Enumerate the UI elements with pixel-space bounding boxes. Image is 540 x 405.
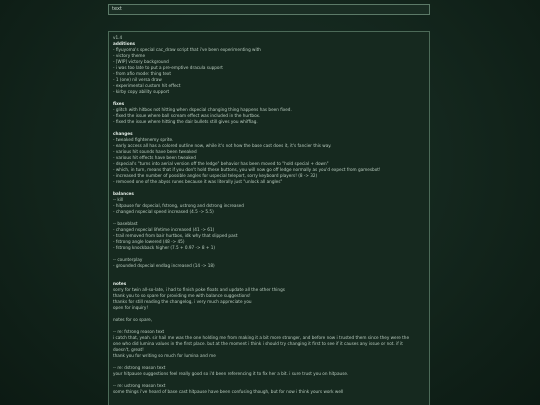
changelog-line: i catch that, yeah. sir hail me was the one holding me from making it a bit more stronger, and before now i trusted them since they were the xyxy=(113,335,410,340)
changelog-line: - fstrong angle lowered (48 -> 45) xyxy=(113,239,185,244)
changelog-line: - hitpause for dspecial, fstrong, ustrong and dstrong increased xyxy=(113,203,244,208)
changelog-line: some things i've heard of base cast hitpause have been confusing though, but for now i think yours work well xyxy=(113,389,344,394)
changelog-line: one who did lumina values in the first place. but at the moment i think i should try changing it first to see if it causes any issue or not. if it xyxy=(113,341,403,346)
changelog-line: open for inquiry! xyxy=(113,305,149,310)
changelog-line: - grounded dspecial endlag increased (14 -> 18) xyxy=(113,263,215,268)
section-heading: additions xyxy=(113,41,136,46)
changelog-line: - glitch with hitbox not hitting when dspecial changing thing happens has been fixed. xyxy=(113,107,292,112)
changelog-line: - increased the number of possible angles for uspecial teleport, sorry keyboard players! (8 -> 32) xyxy=(113,173,318,178)
changelog-line: - fixed the issue where ball scream effect was included in the hurtbox. xyxy=(113,113,261,118)
changelog-line: your hitpause suggestions feel really good so i'd been referencing it to fix her a bit. i sure trust you on hitpause. xyxy=(113,371,349,376)
changelog-line: -- re: fstrong reason text xyxy=(113,329,165,334)
changelog-line: - removed one of the abyss runes because it was literally just "unlock all angles" xyxy=(113,179,283,184)
changelog-line: - trail removed from bair hurtbox, idk why that slipped past xyxy=(113,233,238,238)
changelog-line: -- kill xyxy=(113,197,124,202)
changelog-line: - 1 (one) nil versa draw xyxy=(113,77,162,82)
changelog-line: - various hit sounds have been tweaked xyxy=(113,149,197,154)
changelog-line: - early access all has a colored outline now, while it's not how the base cast does it, it's fancier this way. xyxy=(113,143,332,148)
changelog-text-area[interactable] xyxy=(108,31,430,405)
changelog-line: thanks for still reading the changelog, i very much appreciate you xyxy=(113,299,252,304)
title-input[interactable] xyxy=(108,4,430,15)
changelog-line: - kirby copy ability support xyxy=(113,89,170,94)
changelog-line: -- counterplay xyxy=(113,257,143,262)
changelog-line: sorry for twin all-so-late, i had to finish poke floats and update all the other things xyxy=(113,287,285,292)
changelog-line: - changed nspecial lifetime increased (41 -> 61) xyxy=(113,227,215,232)
changelog-line: - experimental custom hit effect xyxy=(113,83,181,88)
changelog-line: -- re: ustrong reason text xyxy=(113,383,166,388)
title-text: text xyxy=(112,6,122,12)
section-heading: fixes xyxy=(113,101,125,106)
changelog-line: - flyuyoma's special cac_draw script that i've been experimenting with xyxy=(113,47,261,52)
changelog-line: doesn't, great! xyxy=(113,347,144,352)
changelog-line: - from afio mode: thing text xyxy=(113,71,171,76)
changelog-line: thank you for writing so much for lumina and me xyxy=(113,353,216,358)
changelog-line: - tweaked fightenemy sprite. xyxy=(113,137,174,142)
changelog-line: - fstrong knockback higher (7.5 + 0.97 -> 8 + 1) xyxy=(113,245,215,250)
changelog-line: - fixed the issue where hitting the dair bullets still gives you whiffiag. xyxy=(113,119,258,124)
changelog-line: thank you to so spare for providing me with balance suggestions! xyxy=(113,293,251,298)
changelog-content xyxy=(113,35,427,395)
changelog-line: -- baseblast xyxy=(113,221,138,226)
changelog-line: - dspecial's "turns into aerial version off the ledge" behavior has been moved to "hold special + down" xyxy=(113,161,329,166)
changelog-line: - which, in turn, means that if you don't hold these buttons, you will now go off ledge normally as you'd expect from gamesbot! xyxy=(113,167,381,172)
section-heading: balances xyxy=(113,191,134,196)
changelog-line: - various hit effects have been tweaked xyxy=(113,155,196,160)
changelog-line: - [WIP] victory background xyxy=(113,59,169,64)
changelog-line: notes for so spare, xyxy=(113,317,153,322)
changelog-line: -- re: dstrong reason text xyxy=(113,365,166,370)
changelog-line: - victory theme xyxy=(113,53,146,58)
changelog-line: - changed nspecial speed increased (4.5 -> 5.5) xyxy=(113,209,214,214)
changelog-line: v1.4 xyxy=(113,35,123,40)
changelog-line: - i was too late to put a pre-emptive dracula support xyxy=(113,65,223,70)
section-heading: changes xyxy=(113,131,133,136)
section-heading: notes xyxy=(113,281,127,286)
